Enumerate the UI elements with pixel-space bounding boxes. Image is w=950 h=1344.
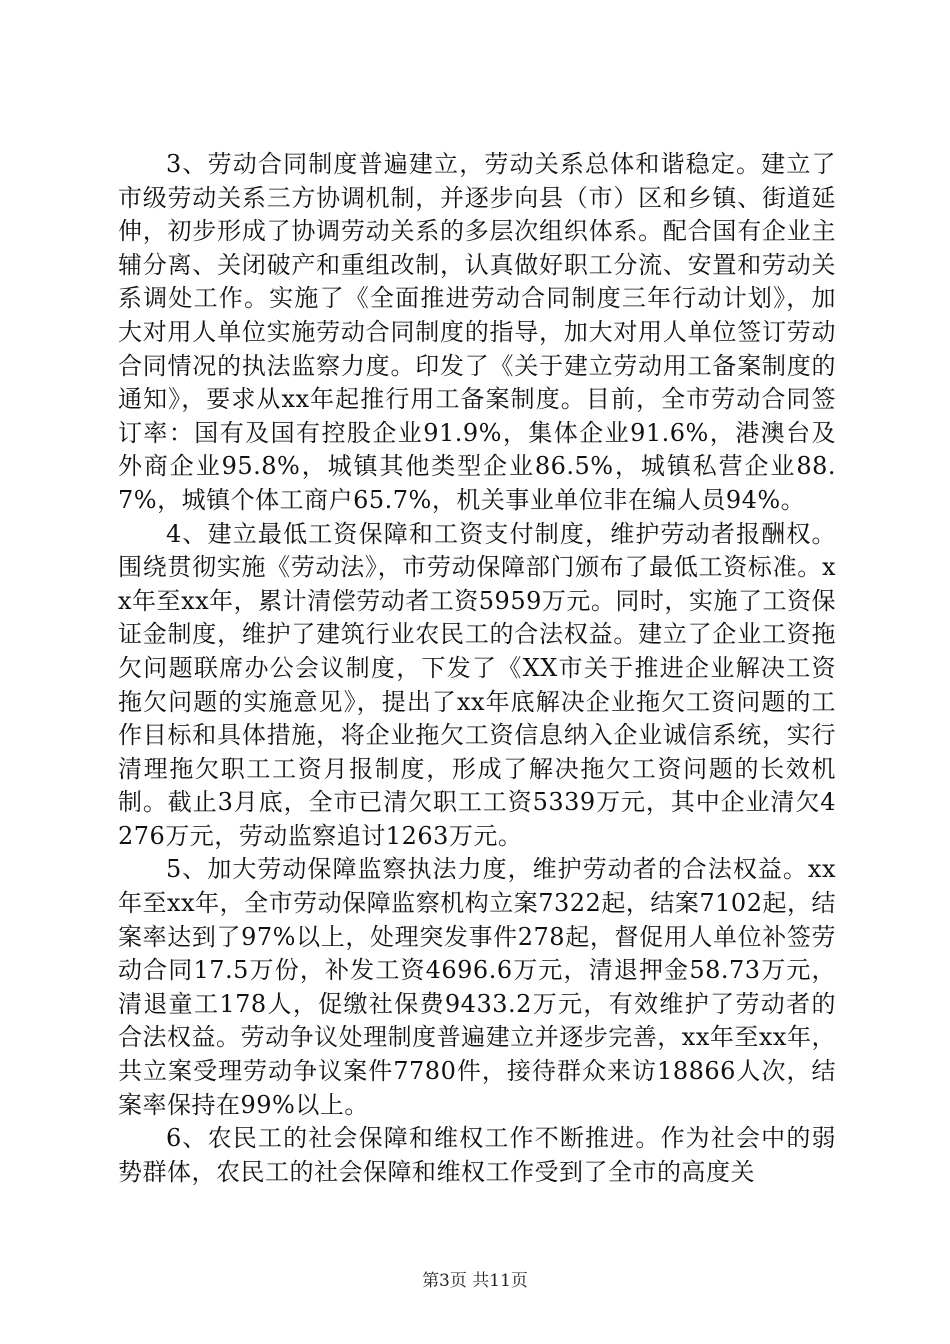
page-footer: 第3页 共11页: [422, 1271, 528, 1291]
paragraph-3: 3、劳动合同制度普遍建立，劳动关系总体和谐稳定。建立了市级劳动关系三方协调机制，并逐步向县（市）区和乡镇、街道延伸，初步形成了协调劳动关系的多层次组织体系。配合国有企业主辅分离、关闭破产和重组改制，认真做好职工分流、安置和劳动关系调处工作。实施了《全面推进劳动合同制度三年行动计划》，加大对用人单位实施劳动合同制度的指导，加大对用人单位签订劳动合同情况的执法监察力度。印发了《关于建立劳动用工备案制度的通知》，要求从xx年起推行用工备案制度。目前，全市劳动合同签订率：国有及国有控股企业91.9%，集体企业91.6%，港澳台及外商企业95.8%，城镇其他类型企业86.5%，城镇私营企业88.7%，城镇个体工商户65.7%，机关事业单位非在编人员94%。: [118, 150, 836, 514]
paragraph-5: 5、加大劳动保障监察执法力度，维护劳动者的合法权益。xx年至xx年，全市劳动保障监察机构立案7322起，结案7102起，结案率达到了97%以上，处理突发事件278起，督促用人单位补签劳动合同17.5万份，补发工资4696.6万元，清退押金58.73万元，清退童工178人，促缴社保费9433.2万元，有效维护了劳动者的合法权益。劳动争议处理制度普遍建立并逐步完善，xx年至xx年，共立案受理劳动争议案件7780件，接待群众来访18866人次，结案率保持在99%以上。: [118, 855, 836, 1119]
paragraph-6: 6、农民工的社会保障和维权工作不断推进。作为社会中的弱势群体，农民工的社会保障和维权工作受到了全市的高度关: [118, 1124, 836, 1186]
document-body: [118, 148, 836, 1189]
paragraph-4: 4、建立最低工资保障和工资支付制度，维护劳动者报酬权。围绕贯彻实施《劳动法》，市劳动保障部门颁布了最低工资标准。xx年至xx年，累计清偿劳动者工资5959万元。同时，实施了工资保证金制度，维护了建筑行业农民工的合法权益。建立了企业工资拖欠问题联席办公会议制度，下发了《XX市关于推进企业解决工资拖欠问题的实施意见》，提出了xx年底解决企业拖欠工资问题的工作目标和具体措施，将企业拖欠工资信息纳入企业诚信系统，实行清理拖欠职工工资月报制度，形成了解决拖欠工资问题的长效机制。截止3月底，全市已清欠职工工资5339万元，其中企业清欠4276万元，劳动监察追讨1263万元。: [118, 519, 836, 850]
